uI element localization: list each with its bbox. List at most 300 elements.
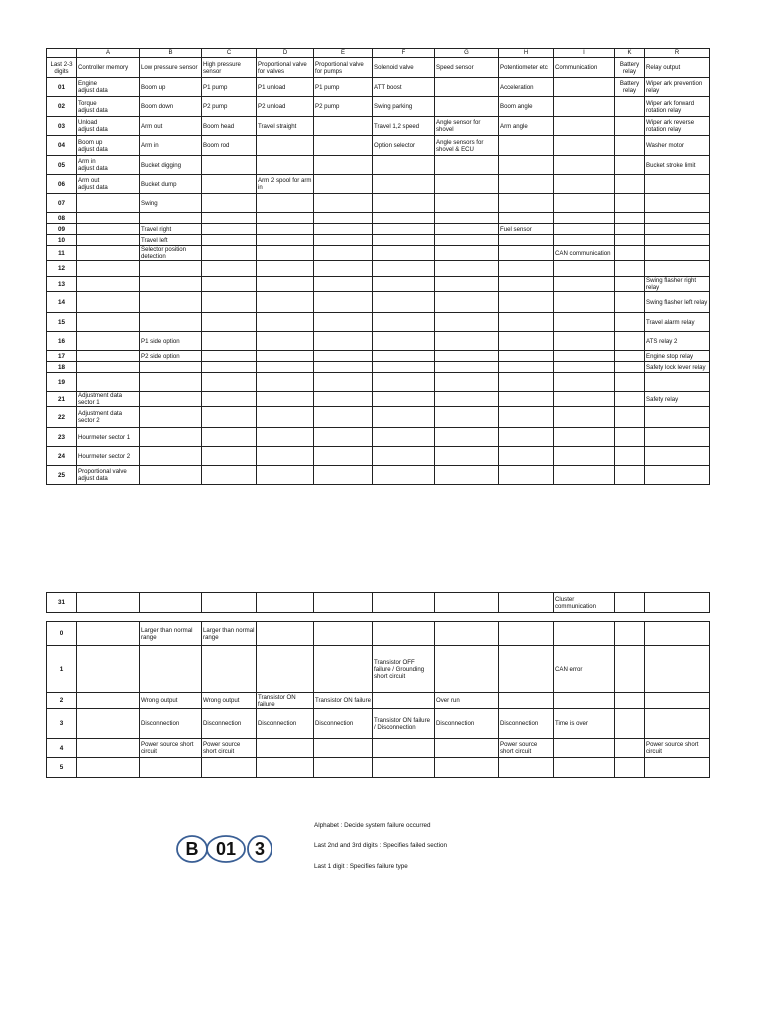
cell-i: Time is over — [554, 709, 615, 739]
cell-g: Over run — [435, 693, 499, 709]
cell-f: Travel 1,2 speed — [373, 117, 435, 136]
cell-b — [140, 407, 202, 428]
cell-d — [257, 332, 314, 351]
cell-g: Angle sensor for shovel — [435, 117, 499, 136]
cell-k — [615, 332, 645, 351]
cell-h — [499, 246, 554, 261]
row-code: 22 — [47, 407, 77, 428]
cell-b: Boom up — [140, 78, 202, 97]
cell-h — [499, 175, 554, 194]
cell-h — [499, 332, 554, 351]
cell-h — [499, 392, 554, 407]
cell-c — [202, 447, 257, 466]
cell-h: Boom angle — [499, 97, 554, 117]
cell-f — [373, 235, 435, 246]
cell-i: Cluster communication — [554, 593, 615, 613]
cell-c — [202, 224, 257, 235]
cell-label-left: Engine — [78, 80, 97, 87]
cell-a — [77, 646, 140, 693]
row-code: 04 — [47, 136, 77, 156]
cell-b: Swing — [140, 194, 202, 213]
split-cell-text — [78, 139, 138, 146]
cell-e — [314, 313, 373, 332]
cell-d — [257, 277, 314, 292]
cell-c: Boom rod — [202, 136, 257, 156]
legend-alphabet-text: Alphabet : Decide system failure occurred — [314, 822, 431, 829]
badge-type: 3 — [254, 839, 266, 859]
cell-label-left: Arm out — [78, 177, 100, 184]
cell-f — [373, 447, 435, 466]
cell-h: Fuel sensor — [499, 224, 554, 235]
cell-f — [373, 466, 435, 485]
table-row — [47, 373, 710, 392]
row-code: 0 — [47, 622, 77, 646]
cell-r — [645, 709, 710, 739]
cell-k — [615, 392, 645, 407]
cell-r: Safety lock lever relay — [645, 362, 710, 373]
cell-b: Wrong output — [140, 693, 202, 709]
cell-a — [77, 351, 140, 362]
cell-e — [314, 235, 373, 246]
cell-e — [314, 246, 373, 261]
cell-d — [257, 292, 314, 313]
cell-a — [77, 332, 140, 351]
table-row — [47, 739, 710, 758]
cell-k — [615, 428, 645, 447]
table-row — [47, 97, 710, 117]
cell-c — [202, 313, 257, 332]
column-letter-row — [47, 49, 710, 58]
cell-g — [435, 428, 499, 447]
cell-r — [645, 593, 710, 613]
cell-b: Travel left — [140, 235, 202, 246]
cell-b — [140, 313, 202, 332]
cell-g — [435, 758, 499, 778]
row-code: 2 — [47, 693, 77, 709]
cell-k — [615, 693, 645, 709]
cell-c — [202, 758, 257, 778]
cell-a — [77, 97, 140, 117]
cell-i — [554, 466, 615, 485]
cell-i — [554, 407, 615, 428]
cell-c — [202, 261, 257, 277]
column-header: Relay output — [645, 58, 710, 78]
cell-f — [373, 313, 435, 332]
failure-type-table — [46, 621, 710, 778]
column-header: Potentiometer etc — [499, 58, 554, 78]
cell-g — [435, 646, 499, 693]
cell-r: Swing flasher right relay — [645, 277, 710, 292]
row-code: 23 — [47, 428, 77, 447]
cell-d — [257, 466, 314, 485]
cell-g: Angle sensors for shovel & ECU — [435, 136, 499, 156]
column-header: Last 2-3 digits — [47, 58, 77, 78]
cell-b — [140, 277, 202, 292]
cell-f: Option selector — [373, 136, 435, 156]
cell-i — [554, 351, 615, 362]
cell-label-sub: adjust data — [78, 106, 108, 114]
cell-e — [314, 646, 373, 693]
cell-h — [499, 758, 554, 778]
cell-a — [77, 136, 140, 156]
cell-d — [257, 246, 314, 261]
table-row — [47, 351, 710, 362]
cell-g: Disconnection — [435, 709, 499, 739]
cell-k — [615, 213, 645, 224]
row-code: 3 — [47, 709, 77, 739]
cell-i — [554, 332, 615, 351]
row-code: 09 — [47, 224, 77, 235]
cell-i — [554, 213, 615, 224]
table-row — [47, 758, 710, 778]
cell-e — [314, 156, 373, 175]
cell-b — [140, 466, 202, 485]
cell-b: Arm out — [140, 117, 202, 136]
cell-r — [645, 466, 710, 485]
table-row — [47, 78, 710, 97]
badge-section: 01 — [215, 839, 237, 859]
cell-f: ATT boost — [373, 78, 435, 97]
column-header: Proportional valve for valves — [257, 58, 314, 78]
cell-r — [645, 175, 710, 194]
cell-r: Washer motor — [645, 136, 710, 156]
row-code: 10 — [47, 235, 77, 246]
cell-e — [314, 362, 373, 373]
cell-r — [645, 622, 710, 646]
cell-h — [499, 277, 554, 292]
cell-r — [645, 428, 710, 447]
row-code: 19 — [47, 373, 77, 392]
table-row — [47, 362, 710, 373]
cell-b: Larger than normal range — [140, 622, 202, 646]
cell-c — [202, 392, 257, 407]
cell-c — [202, 407, 257, 428]
column-header: Communication — [554, 58, 615, 78]
cell-e — [314, 758, 373, 778]
cell-k — [615, 758, 645, 778]
table-row — [47, 261, 710, 277]
cell-h — [499, 292, 554, 313]
cell-b: Bucket digging — [140, 156, 202, 175]
cell-i — [554, 235, 615, 246]
cell-a — [77, 117, 140, 136]
cell-r — [645, 224, 710, 235]
table-row — [47, 313, 710, 332]
cell-h — [499, 373, 554, 392]
cell-k — [615, 739, 645, 758]
section-code-table — [46, 48, 710, 485]
cell-k — [615, 117, 645, 136]
cell-i — [554, 175, 615, 194]
cell-k — [615, 224, 645, 235]
cell-c — [202, 213, 257, 224]
table-row — [47, 407, 710, 428]
cell-d: Disconnection — [257, 709, 314, 739]
table-row — [47, 466, 710, 485]
cell-i — [554, 97, 615, 117]
cell-g — [435, 261, 499, 277]
cell-h — [499, 447, 554, 466]
cell-b — [140, 758, 202, 778]
table-row — [47, 194, 710, 213]
cell-d — [257, 593, 314, 613]
cell-e — [314, 351, 373, 362]
cell-e — [314, 261, 373, 277]
column-letter: E — [314, 49, 373, 58]
row-code: 15 — [47, 313, 77, 332]
cell-k — [615, 136, 645, 156]
cell-f — [373, 739, 435, 758]
cell-a: Proportional valve adjust data — [77, 466, 140, 485]
cell-r — [645, 646, 710, 693]
cell-i — [554, 224, 615, 235]
cell-h — [499, 428, 554, 447]
cell-h — [499, 362, 554, 373]
cell-d — [257, 351, 314, 362]
cell-d: Transistor ON failure — [257, 693, 314, 709]
cell-k — [615, 593, 645, 613]
cell-i — [554, 277, 615, 292]
table-row — [47, 213, 710, 224]
row-code: 14 — [47, 292, 77, 313]
cell-d: Travel straight — [257, 117, 314, 136]
cell-d — [257, 447, 314, 466]
column-letter: A — [77, 49, 140, 58]
cell-h — [499, 235, 554, 246]
section-31-table — [46, 592, 710, 613]
row-code: 4 — [47, 739, 77, 758]
table-row — [47, 392, 710, 407]
cell-i: CAN communication — [554, 246, 615, 261]
cell-f — [373, 693, 435, 709]
row-code: 5 — [47, 758, 77, 778]
cell-label-sub: adjust data — [78, 184, 108, 191]
cell-a — [77, 235, 140, 246]
cell-h: Arm angle — [499, 117, 554, 136]
cell-b: P2 side option — [140, 351, 202, 362]
table-row — [47, 175, 710, 194]
cell-g — [435, 351, 499, 362]
column-letter: F — [373, 49, 435, 58]
table-row — [47, 292, 710, 313]
column-header: Battery relay — [615, 58, 645, 78]
cell-f — [373, 277, 435, 292]
row-code: 17 — [47, 351, 77, 362]
cell-a — [77, 213, 140, 224]
cell-d — [257, 392, 314, 407]
row-code: 06 — [47, 175, 77, 194]
column-header: Controller memory — [77, 58, 140, 78]
cell-f — [373, 261, 435, 277]
cell-r — [645, 693, 710, 709]
cell-c — [202, 156, 257, 175]
cell-b: Disconnection — [140, 709, 202, 739]
cell-label-left: Arm in — [78, 158, 96, 165]
cell-f — [373, 428, 435, 447]
cell-r — [645, 758, 710, 778]
cell-k — [615, 313, 645, 332]
cell-f — [373, 156, 435, 175]
cell-a — [77, 622, 140, 646]
cell-f — [373, 407, 435, 428]
cell-e — [314, 593, 373, 613]
cell-a — [77, 224, 140, 235]
cell-c — [202, 194, 257, 213]
cell-label-sub: adjust data — [78, 145, 108, 153]
cell-label-sub: adjust data — [78, 87, 108, 94]
column-letter: H — [499, 49, 554, 58]
cell-f — [373, 373, 435, 392]
cell-a — [77, 758, 140, 778]
column-letter: D — [257, 49, 314, 58]
cell-i — [554, 313, 615, 332]
cell-c: P1 pump — [202, 78, 257, 97]
cell-f — [373, 213, 435, 224]
cell-g — [435, 332, 499, 351]
table-row — [47, 136, 710, 156]
cell-c — [202, 362, 257, 373]
cell-r — [645, 246, 710, 261]
column-letter: K — [615, 49, 645, 58]
cell-h — [499, 622, 554, 646]
cell-i — [554, 261, 615, 277]
row-code: 03 — [47, 117, 77, 136]
cell-b — [140, 392, 202, 407]
cell-d — [257, 235, 314, 246]
cell-r: Travel alarm relay — [645, 313, 710, 332]
cell-d — [257, 156, 314, 175]
cell-a — [77, 693, 140, 709]
cell-k — [615, 646, 645, 693]
cell-c — [202, 373, 257, 392]
cell-g — [435, 447, 499, 466]
cell-e — [314, 277, 373, 292]
cell-k — [615, 362, 645, 373]
cell-g — [435, 194, 499, 213]
cell-b: Selector position detection — [140, 246, 202, 261]
row-code: 18 — [47, 362, 77, 373]
cell-e — [314, 136, 373, 156]
cell-c — [202, 277, 257, 292]
cell-a: Adjustment data sector 1 — [77, 392, 140, 407]
cell-e — [314, 332, 373, 351]
cell-k — [615, 277, 645, 292]
cell-label-left: Boom up — [78, 138, 103, 146]
cell-c — [202, 351, 257, 362]
cell-c — [202, 175, 257, 194]
cell-r: Wiper ark forward rotation relay — [645, 97, 710, 117]
cell-a — [77, 313, 140, 332]
cell-a — [77, 709, 140, 739]
cell-i — [554, 373, 615, 392]
cell-g — [435, 78, 499, 97]
table-row — [47, 693, 710, 709]
cell-f: Swing parking — [373, 97, 435, 117]
cell-k — [615, 175, 645, 194]
cell-f — [373, 758, 435, 778]
table-row — [47, 709, 710, 739]
cell-c — [202, 428, 257, 447]
cell-b: Arm in — [140, 136, 202, 156]
cell-r: Engine stop relay — [645, 351, 710, 362]
cell-c — [202, 593, 257, 613]
cell-c: P2 pump — [202, 97, 257, 117]
cell-b: Bucket dump — [140, 175, 202, 194]
cell-e — [314, 292, 373, 313]
row-code: 01 — [47, 78, 77, 97]
cell-d — [257, 213, 314, 224]
cell-d — [257, 136, 314, 156]
cell-i — [554, 392, 615, 407]
cell-g — [435, 292, 499, 313]
cell-d — [257, 313, 314, 332]
cell-g — [435, 466, 499, 485]
cell-g — [435, 622, 499, 646]
cell-c: Wrong output — [202, 693, 257, 709]
cell-d: Arm 2 spool for arm in — [257, 175, 314, 194]
cell-i — [554, 292, 615, 313]
cell-g — [435, 739, 499, 758]
cell-k — [615, 407, 645, 428]
cell-label-left: Unload — [78, 119, 98, 126]
cell-i — [554, 362, 615, 373]
cell-f — [373, 622, 435, 646]
cell-g — [435, 277, 499, 292]
cell-a — [77, 78, 140, 97]
cell-h — [499, 136, 554, 156]
column-letter: R — [645, 49, 710, 58]
column-header: Speed sensor — [435, 58, 499, 78]
cell-k — [615, 235, 645, 246]
table-row — [47, 246, 710, 261]
cell-i — [554, 739, 615, 758]
cell-i — [554, 758, 615, 778]
cell-f — [373, 246, 435, 261]
cell-f — [373, 292, 435, 313]
table-row — [47, 235, 710, 246]
column-letter: B — [140, 49, 202, 58]
cell-i — [554, 622, 615, 646]
cell-h — [499, 646, 554, 693]
column-letter: I — [554, 49, 615, 58]
cell-r: Swing flasher left relay — [645, 292, 710, 313]
split-cell-text — [78, 100, 138, 107]
cell-label-sub: adjust data — [78, 165, 108, 172]
row-code: 05 — [47, 156, 77, 175]
cell-i: CAN error — [554, 646, 615, 693]
cell-i — [554, 136, 615, 156]
cell-f — [373, 351, 435, 362]
row-code: 16 — [47, 332, 77, 351]
cell-d — [257, 622, 314, 646]
cell-h: Disconnection — [499, 709, 554, 739]
cell-r — [645, 213, 710, 224]
cell-c: Larger than normal range — [202, 622, 257, 646]
cell-b — [140, 213, 202, 224]
cell-b — [140, 373, 202, 392]
badge-letter: B — [185, 839, 199, 859]
cell-r: Safety relay — [645, 392, 710, 407]
cell-h — [499, 213, 554, 224]
cell-r — [645, 373, 710, 392]
cell-k — [615, 194, 645, 213]
split-cell-text — [78, 80, 138, 87]
cell-b: Boom down — [140, 97, 202, 117]
cell-c — [202, 292, 257, 313]
cell-b: P1 side option — [140, 332, 202, 351]
split-cell-text — [78, 158, 138, 165]
table-row — [47, 224, 710, 235]
